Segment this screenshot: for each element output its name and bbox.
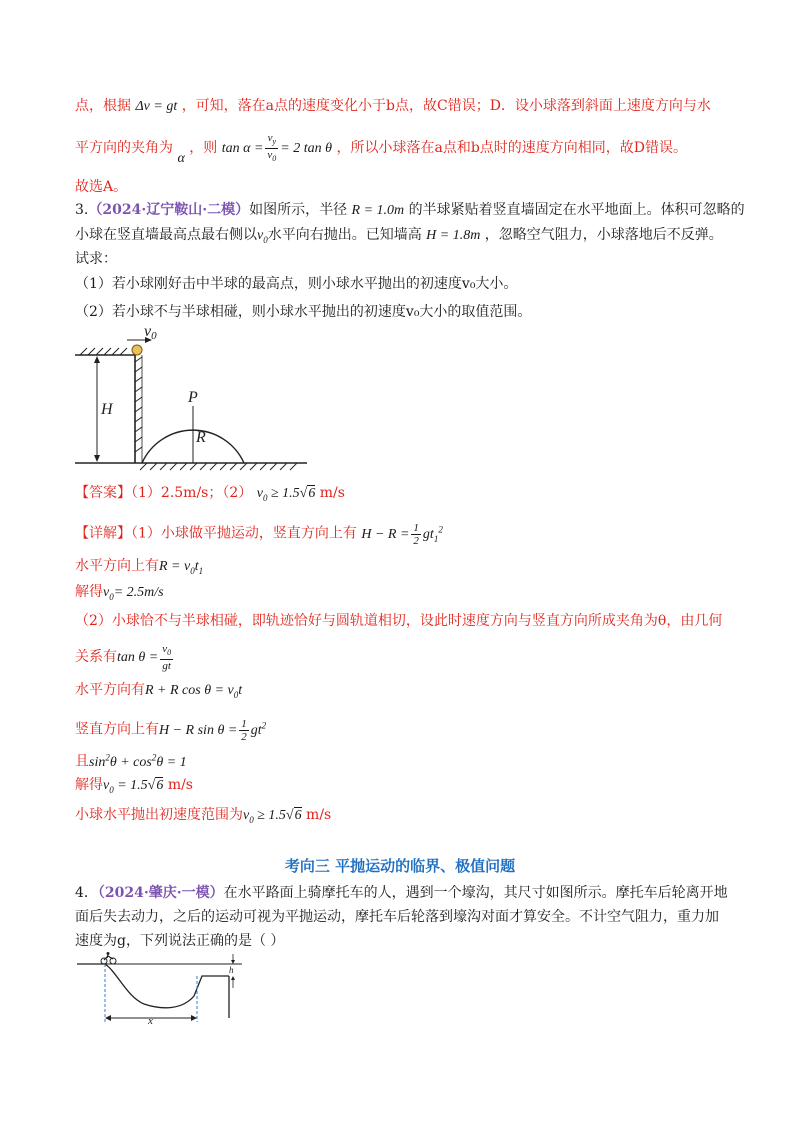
label-R: R [196, 429, 206, 446]
q4-line1 [75, 884, 728, 902]
detail-l3-val: = 2.5m/s [113, 585, 164, 600]
q3-figure [72, 322, 312, 472]
detail-l8: 且 [75, 753, 89, 770]
detail-l5: 关系有 [75, 648, 117, 665]
detail-l10: 小球水平抛出初速度范围为 [75, 807, 243, 823]
detail-l7: 竖直方向上有 [75, 721, 159, 738]
detail-tag: 【详解】 [75, 525, 131, 542]
answer-unit: m/s [319, 485, 345, 501]
para1-line2-pre: 平方向的夹角为 [75, 139, 173, 156]
para1-line2-post: ，所以小球落在a点和b点时的速度方向相同，故D错误。 [336, 139, 688, 156]
alpha-symbol: α [177, 150, 185, 166]
q3-line1-a: 如图所示，半径 [249, 202, 348, 218]
q3-source: （2024·辽宁鞍山·二模） [88, 202, 250, 218]
q3-line2-b: 水平向右抛出。已知墙高 [267, 227, 422, 243]
q4-figure [72, 952, 247, 1027]
detail-l3: 解得 [75, 584, 103, 600]
formula-delta-v: Δv = gt [135, 99, 178, 114]
label-h: h [229, 965, 234, 975]
q4-line2: 面后失去动力，之后的运动可视为平抛运动，摩托车后轮落到壕沟对面才算安全。不计空气阻力，重力加 [75, 909, 719, 925]
detail-line9 [75, 776, 193, 799]
q4-line1-text: 在水平路面上骑摩托车的人，遇到一个壕沟，其尺寸如图所示。摩托车后轮离开地 [223, 885, 728, 901]
formula-R-eq: $R = v_0t_1$ [159, 559, 204, 576]
q3-sub1: （1）若小球刚好击中半球的最高点，则小球水平抛出的初速度v₀大小。 [75, 276, 518, 292]
q4-source: （2024·肇庆·一模） [97, 885, 224, 901]
detail-line7 [75, 716, 266, 743]
detail-line5 [75, 643, 175, 672]
v0-symbol: $v_0$ [257, 228, 268, 245]
label-v0: v0 [144, 323, 157, 342]
formula-range: $v_0 \ge 1.5√6$ [243, 808, 302, 825]
formula-tan-alpha: tan α = $\frac{v_y}{v_0}$ = 2 tan θ [221, 132, 333, 164]
para1-line1-pre: 点，根据 [75, 98, 131, 114]
q3-line2 [75, 226, 723, 249]
detail-line10 [75, 806, 331, 829]
detail-line2 [75, 557, 203, 580]
formula-identity: $\sin^2\theta + \cos^2\theta = 1$ [89, 752, 187, 770]
para1-line1 [75, 97, 711, 116]
formula-H: H = 1.8m [426, 228, 481, 243]
label-H: H [101, 401, 113, 418]
answer-tag: 【答案】 [75, 485, 131, 501]
detail-line6 [75, 681, 242, 704]
detail-line3 [75, 583, 164, 606]
para1-line1-mid: ，可知，落在a点的速度变化小于b点，故C错误；D．设小球落到斜面上速度方向与水 [181, 98, 711, 114]
detail-l6: 水平方向有 [75, 682, 145, 698]
answer-formula: $v_0 \ge 1.5√6$ [256, 486, 316, 503]
q4-number: 4． [75, 885, 98, 901]
q3-line1 [75, 201, 745, 220]
motorcycle-icon [101, 952, 116, 964]
detail-line8 [75, 748, 187, 772]
detail-l9: 解得 [75, 777, 103, 793]
detail-l1: （1）小球做平抛运动，竖直方向上有 [131, 525, 357, 542]
q3-line3: 试求： [75, 251, 117, 267]
detail-l10-unit: m/s [306, 807, 332, 823]
q3-line2-a: 小球在竖直墙最高点最右侧以 [75, 227, 257, 243]
detail-l9-unit: m/s [167, 777, 193, 793]
q3-sub2: （2）若小球不与半球相碰，则小球水平抛出的初速度v₀大小的取值范围。 [75, 304, 532, 320]
q3-line1-b: 的半球紧贴着竖直墙固定在水平地面上。体积可忽略的 [408, 202, 745, 218]
formula-R: R = 1.0m [351, 203, 405, 218]
label-x: x [148, 1015, 153, 1027]
para1-line2 [75, 132, 687, 165]
detail-line4: （2）小球恰不与半球相碰，即轨迹恰好与圆轨道相切，设此时速度方向与竖直方向所成夹角为θ，由几何 [75, 613, 723, 629]
q4-line3: 速度为g，下列说法正确的是（ ） [75, 933, 285, 949]
formula-H-minus-R: H − R = $\frac{1}{2}$ $gt_1^2$ [361, 521, 443, 547]
answer-text: （1）2.5m/s；（2） [131, 485, 253, 501]
formula-v0-result: $v_0 = 1.5√6$ [103, 778, 164, 795]
detail-l2: 水平方向上有 [75, 558, 159, 574]
para1-line2-mid: ，则 [189, 139, 218, 156]
detail-line1 [75, 520, 443, 547]
formula-tan-theta: tan θ = $\frac{v_0}{gt}$ [117, 643, 172, 673]
formula-vertical: H − R sin θ = $\frac{1}{2}$ $gt^2$ [159, 717, 267, 743]
answer-line [75, 484, 345, 507]
ball [132, 345, 142, 355]
v0-symbol-2: $v_0$ [103, 585, 114, 602]
para1-choice: 故选A。 [75, 179, 128, 195]
section-title: 考向三 平抛运动的临界、极值问题 [284, 857, 516, 875]
q3-number: 3. [75, 202, 89, 218]
label-P: P [188, 389, 198, 406]
formula-horizontal: R + R $\cos \theta = v_0t$ [145, 683, 243, 700]
q3-line2-c: ，忽略空气阻力，小球落地后不反弹。 [484, 227, 723, 243]
